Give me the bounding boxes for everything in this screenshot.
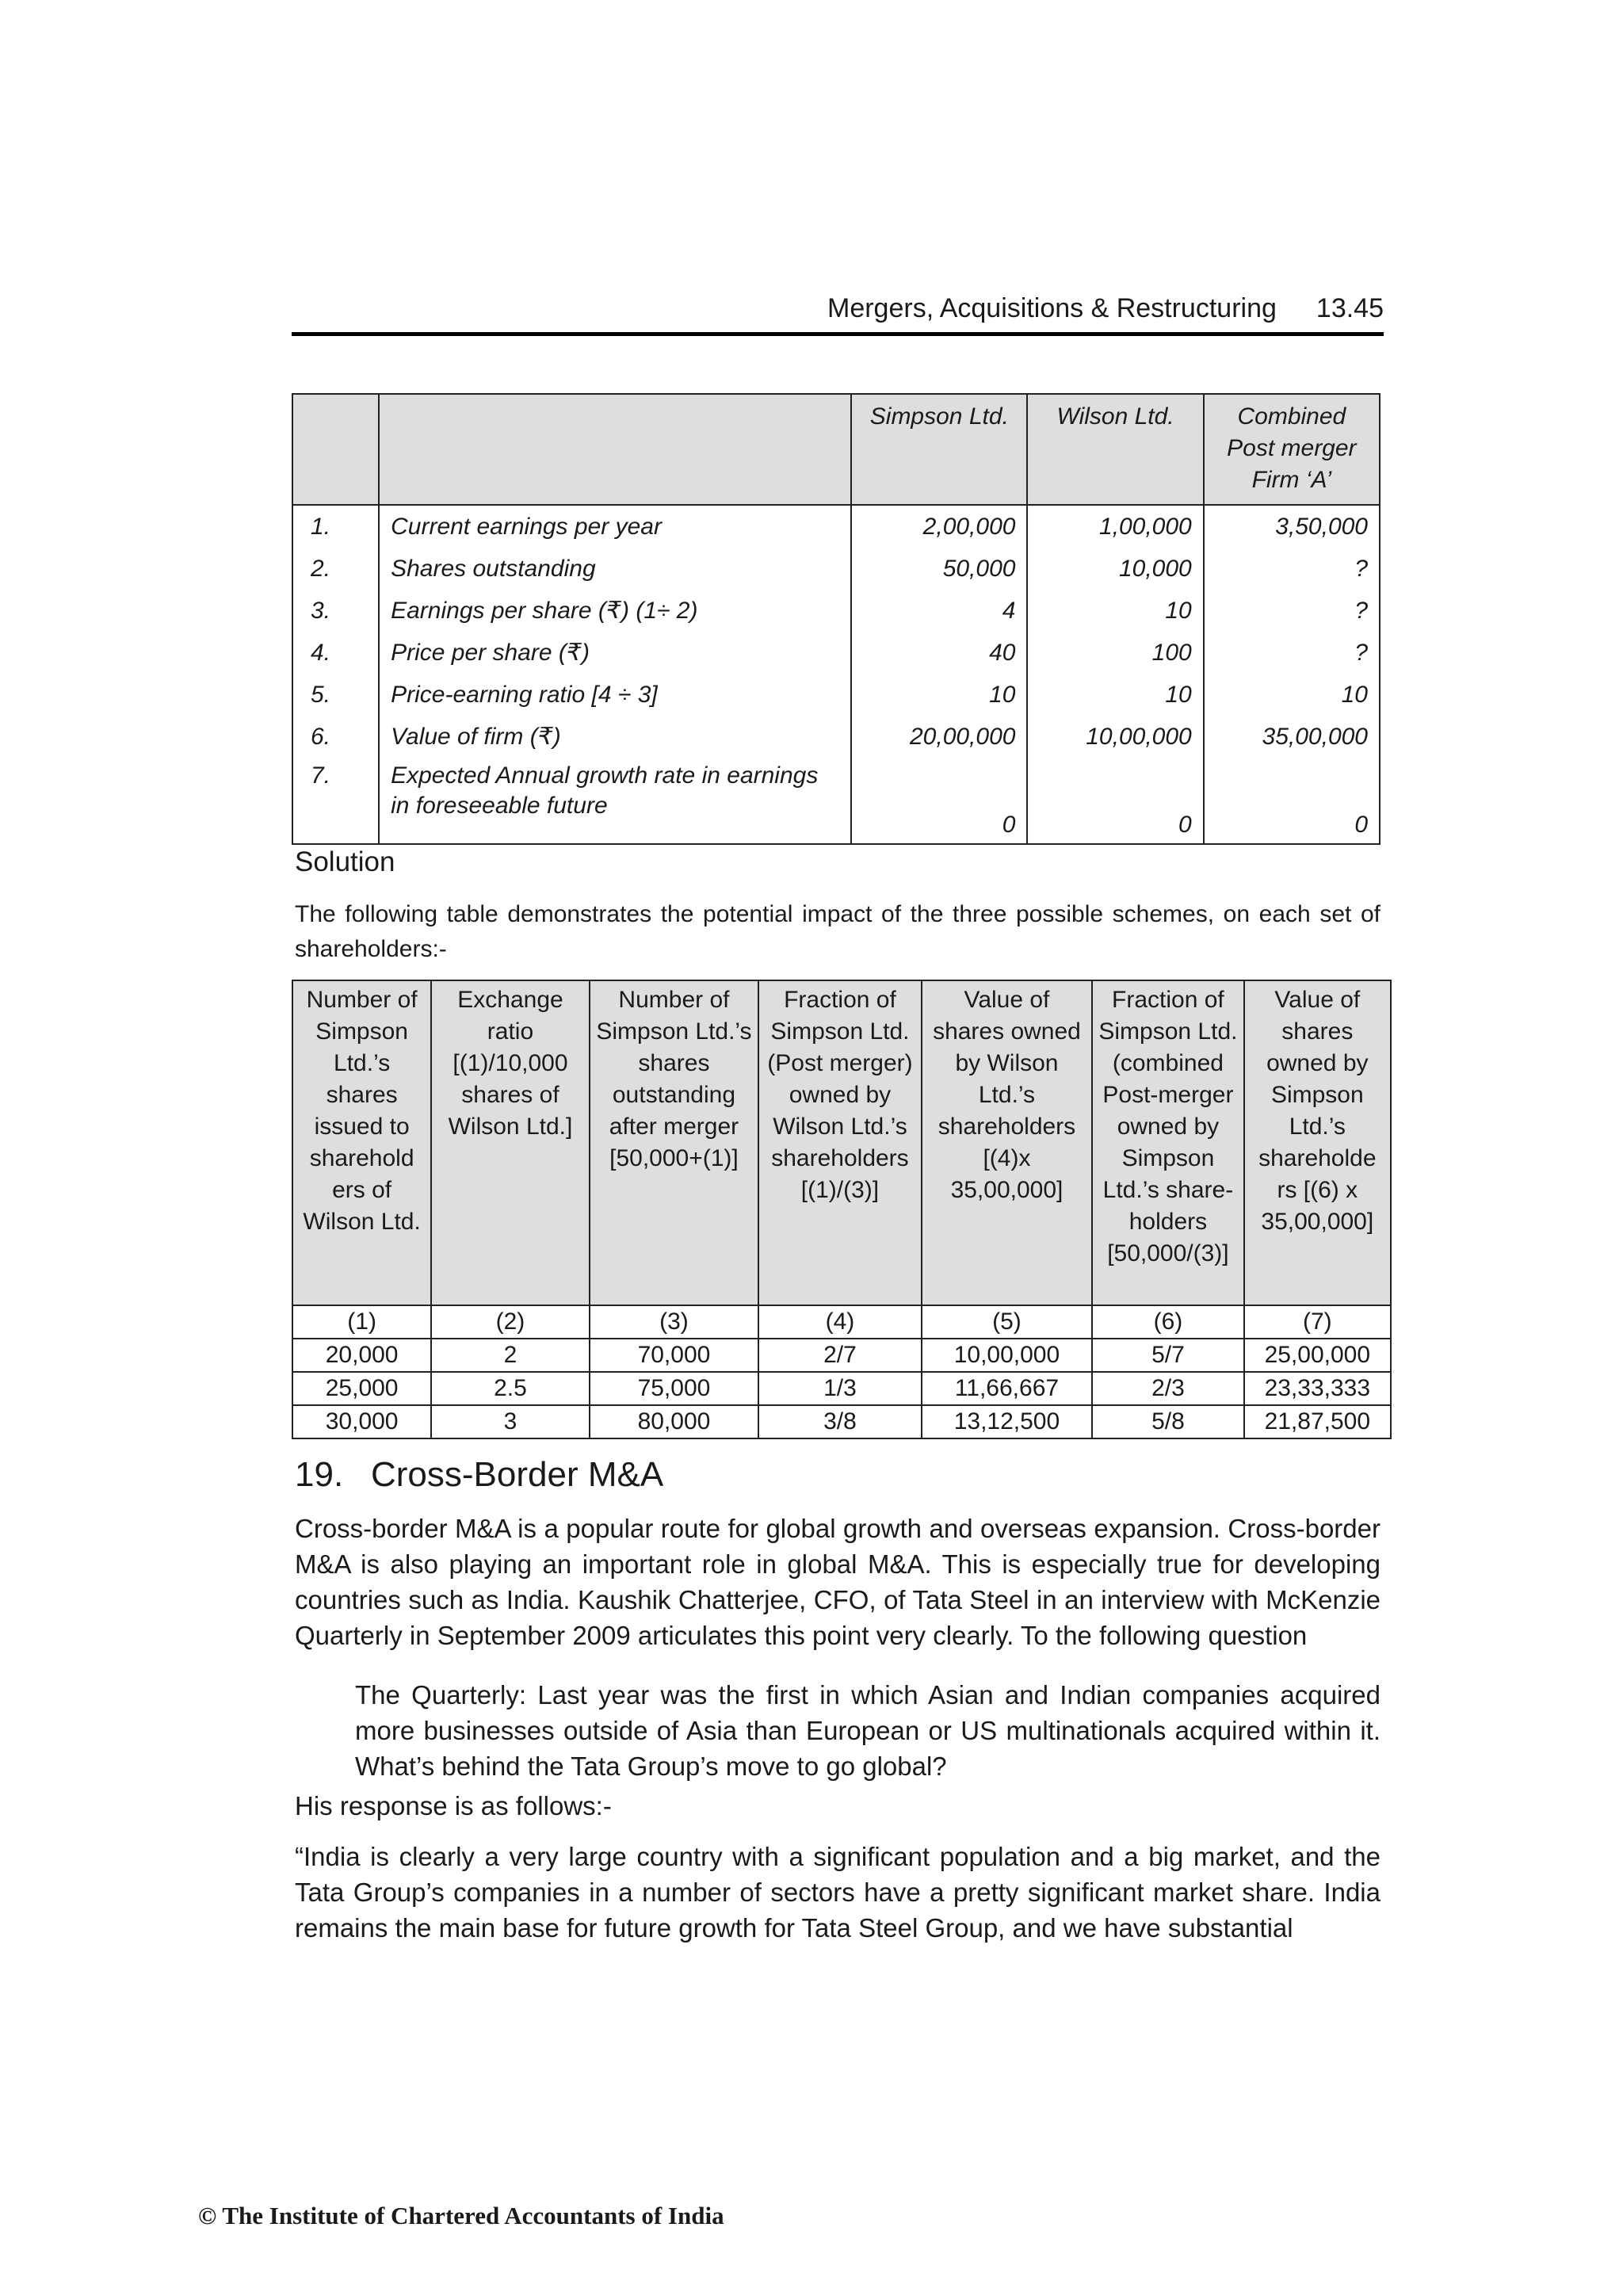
col-header: Wilson Ltd. bbox=[1027, 394, 1203, 505]
cell: 2/3 bbox=[1092, 1372, 1243, 1405]
table-row bbox=[292, 716, 1380, 758]
paragraph: “India is clearly a very large country with a significant population and a big market, and the Tata Group’s companies in a number of sectors have a pretty significant market share. India remains the main base for future growth for Tata Steel Group, and we have substantial bbox=[295, 1842, 1381, 1943]
row-number: 4. bbox=[292, 632, 379, 674]
section-number: 19. bbox=[295, 1455, 344, 1494]
solution-heading: Solution bbox=[295, 846, 395, 877]
row-number: 2. bbox=[292, 548, 379, 590]
col-header: Number of Simpson Ltd.’s shares outstanding after merger [50,000+(1)] bbox=[590, 980, 759, 1305]
table-header-row bbox=[292, 394, 1380, 505]
solution-intro: The following table demonstrates the potential impact of the three possible schemes, on each set of shareholders:- bbox=[295, 901, 1381, 962]
cell: 2 bbox=[431, 1339, 589, 1372]
cell: 10 bbox=[1204, 674, 1380, 716]
row-label: Price-earning ratio [4 ÷ 3] bbox=[379, 674, 851, 716]
section-title: Cross-Border M&A bbox=[371, 1455, 664, 1494]
row-number: 1. bbox=[292, 505, 379, 548]
row-label: Shares outstanding bbox=[379, 548, 851, 590]
table-row bbox=[292, 1339, 1391, 1372]
cell: (2) bbox=[431, 1305, 589, 1339]
section-heading bbox=[295, 1455, 663, 1495]
header-title: Mergers, Acquisitions & Restructuring bbox=[827, 293, 1277, 323]
cell: 23,33,333 bbox=[1244, 1372, 1391, 1405]
table-row bbox=[292, 1372, 1391, 1405]
cell: 25,000 bbox=[292, 1372, 431, 1405]
cell: 10 bbox=[1027, 674, 1203, 716]
paragraph: Cross-border M&A is a popular route for global growth and overseas expansion. Cross-border M&A is also playing an important role in global M&A. This is especially true for developing countries such as India. Kaushik Chatterjee, CFO, of Tata Steel in an interview with McKenzie Quarterly in September 2009 articulates this point very clearly. To the following question bbox=[295, 1514, 1381, 1650]
col-header: Number of Simpson Ltd.’s shares issued to sharehold ers of Wilson Ltd. bbox=[292, 980, 431, 1305]
cell: 75,000 bbox=[590, 1372, 759, 1405]
col-header: Simpson Ltd. bbox=[851, 394, 1027, 505]
cell: ? bbox=[1204, 632, 1380, 674]
cell: 11,66,667 bbox=[922, 1372, 1093, 1405]
cell: 10 bbox=[1027, 590, 1203, 632]
cell: 3,50,000 bbox=[1204, 505, 1380, 548]
cell: 100 bbox=[1027, 632, 1203, 674]
cell: 5/8 bbox=[1092, 1405, 1243, 1438]
cell: 4 bbox=[851, 590, 1027, 632]
cell: 5/7 bbox=[1092, 1339, 1243, 1372]
cell: 10,00,000 bbox=[1027, 716, 1203, 758]
cell: 35,00,000 bbox=[1204, 716, 1380, 758]
cell: 2.5 bbox=[431, 1372, 589, 1405]
cell: (6) bbox=[1092, 1305, 1243, 1339]
col-header: Fraction of Simpson Ltd. (Post merger) owned by Wilson Ltd.’s shareholders [(1)/(3)] bbox=[758, 980, 921, 1305]
table-row bbox=[292, 505, 1380, 548]
row-label: Expected Annual growth rate in earnings in foreseeable future bbox=[379, 758, 851, 844]
cell: 13,12,500 bbox=[922, 1405, 1093, 1438]
cell: 50,000 bbox=[851, 548, 1027, 590]
paragraph: His response is as follows:- bbox=[295, 1791, 612, 1820]
row-number: 6. bbox=[292, 716, 379, 758]
cell: (3) bbox=[590, 1305, 759, 1339]
cell: 30,000 bbox=[292, 1405, 431, 1438]
cell: 40 bbox=[851, 632, 1027, 674]
cell: 0 bbox=[851, 758, 1027, 844]
cell: (4) bbox=[758, 1305, 921, 1339]
quote-paragraph: The Quarterly: Last year was the first in which Asian and Indian companies acquired more businesses outside of Asia than European or US multinationals acquired within it. What’s behind the Tata Group’s move to go global? bbox=[355, 1680, 1381, 1781]
row-label: Current earnings per year bbox=[379, 505, 851, 548]
schemes-table bbox=[292, 980, 1392, 1439]
cell: 3 bbox=[431, 1405, 589, 1438]
table-header-row bbox=[292, 980, 1391, 1305]
table-row bbox=[292, 632, 1380, 674]
cell: 2,00,000 bbox=[851, 505, 1027, 548]
cell: 0 bbox=[1204, 758, 1380, 844]
cell: 21,87,500 bbox=[1244, 1405, 1391, 1438]
cell: 1/3 bbox=[758, 1372, 921, 1405]
cell: 3/8 bbox=[758, 1405, 921, 1438]
col-header: Exchange ratio [(1)/10,000 shares of Wilson Ltd.] bbox=[431, 980, 589, 1305]
row-number: 5. bbox=[292, 674, 379, 716]
table-row bbox=[292, 1405, 1391, 1438]
column-index-row bbox=[292, 1305, 1391, 1339]
row-label: Earnings per share (₹) (1÷ 2) bbox=[379, 590, 851, 632]
cell: ? bbox=[1204, 548, 1380, 590]
cell: ? bbox=[1204, 590, 1380, 632]
cell: (1) bbox=[292, 1305, 431, 1339]
table-row bbox=[292, 590, 1380, 632]
cell: (7) bbox=[1244, 1305, 1391, 1339]
table-row bbox=[292, 674, 1380, 716]
row-number: 7. bbox=[292, 758, 379, 844]
col-header: Combined Post merger Firm ‘A’ bbox=[1204, 394, 1380, 505]
cell: 20,00,000 bbox=[851, 716, 1027, 758]
cell: 25,00,000 bbox=[1244, 1339, 1391, 1372]
row-label: Value of firm (₹) bbox=[379, 716, 851, 758]
cell: 2/7 bbox=[758, 1339, 921, 1372]
row-label: Price per share (₹) bbox=[379, 632, 851, 674]
cell: 20,000 bbox=[292, 1339, 431, 1372]
col-header: Value of shares owned by Simpson Ltd.’s shareholde rs [(6) x 35,00,000] bbox=[1244, 980, 1391, 1305]
cell: 10,00,000 bbox=[922, 1339, 1093, 1372]
cell: 70,000 bbox=[590, 1339, 759, 1372]
cell: (5) bbox=[922, 1305, 1093, 1339]
cell: 10 bbox=[851, 674, 1027, 716]
page-number: 13.45 bbox=[1316, 293, 1384, 323]
col-header: Value of shares owned by Wilson Ltd.’s shareholders [(4)x 35,00,000] bbox=[922, 980, 1093, 1305]
running-header bbox=[292, 293, 1384, 336]
cell: 80,000 bbox=[590, 1405, 759, 1438]
table-row bbox=[292, 548, 1380, 590]
cell: 0 bbox=[1027, 758, 1203, 844]
cell: 1,00,000 bbox=[1027, 505, 1203, 548]
firm-data-table bbox=[292, 393, 1381, 845]
footer-copyright: © The Institute of Chartered Accountants of India bbox=[198, 2202, 724, 2229]
table-row bbox=[292, 758, 1380, 844]
col-header: Fraction of Simpson Ltd. (combined Post-merger owned by Simpson Ltd.’s share-holders [50,000/(3)] bbox=[1092, 980, 1243, 1305]
cell: 10,000 bbox=[1027, 548, 1203, 590]
row-number: 3. bbox=[292, 590, 379, 632]
